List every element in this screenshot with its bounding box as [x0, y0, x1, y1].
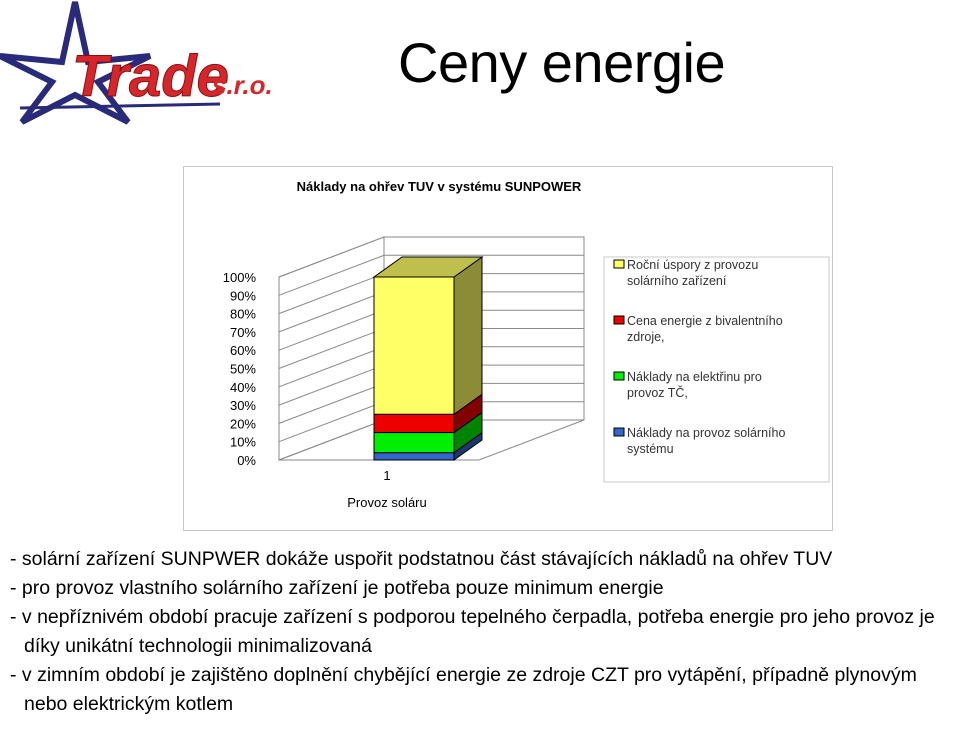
y-tick-label: 30% [229, 398, 256, 414]
legend-swatch [614, 260, 624, 268]
legend-label: solárního zařízení [627, 274, 727, 288]
legend-swatch [614, 316, 624, 324]
logo-suffix: s.r.o. [212, 70, 273, 100]
legend-swatch [614, 372, 624, 380]
legend-label: Cena energie z bivalentního [627, 314, 783, 328]
legend-swatch [614, 428, 624, 436]
y-tick-label: 90% [229, 288, 256, 304]
company-logo [0, 0, 290, 125]
bar-front [374, 453, 454, 460]
bullet-item: - solární zařízení SUNPWER dokáže uspořit podstatnou část stávajících nákladů na ohřev TUV [10, 548, 833, 570]
legend-label: zdroje, [627, 330, 665, 344]
bar-segment [374, 257, 482, 414]
y-tick-label: 40% [229, 379, 256, 395]
bar-front [374, 433, 454, 453]
y-tick-label: 100% [222, 270, 256, 285]
y-tick-label: 60% [229, 343, 256, 359]
bar-front [374, 277, 454, 414]
legend-label: systému [627, 442, 674, 456]
bullet-item: - v zimním období je zajištěno doplnění chybějící energie ze zdroje CZT pro vytápění, případně plynovým nebo elektrickým kotlem [10, 664, 917, 715]
y-tick-label: 70% [229, 324, 256, 340]
bullet-item: - v nepříznivém období pracuje zařízení s podporou tepelného čerpadla, potřeba energie pro jeho provoz je díky unikátní technologii minimalizovaná [10, 606, 935, 657]
stacked-bar-chart [184, 167, 834, 532]
bullet-list [10, 545, 950, 719]
x-axis-label: Provoz soláru [347, 495, 427, 510]
y-tick-label: 50% [229, 361, 256, 377]
bar-side [454, 257, 482, 414]
page-title: Ceny energie [398, 31, 726, 94]
y-tick-label: 10% [229, 434, 256, 450]
legend-label: provoz TČ, [627, 386, 688, 400]
logo-text: Trade [72, 44, 229, 109]
legend-label: Náklady na elektřinu pro [627, 370, 762, 384]
chart-container [183, 166, 833, 531]
chart-title: Náklady na ohřev TUV v systému SUNPOWER [296, 179, 582, 194]
x-category-label: 1 [383, 468, 391, 483]
bar-front [374, 414, 454, 432]
y-tick-label: 20% [229, 416, 256, 432]
bullet-item: - pro provoz vlastního solárního zařízení je potřeba pouze minimum energie [10, 577, 664, 599]
chart-legend [604, 257, 829, 482]
y-tick-label: 80% [229, 306, 256, 322]
y-tick-label: 0% [237, 453, 256, 468]
legend-label: Roční úspory z provozu [627, 258, 759, 272]
legend-label: Náklady na provoz solárního [627, 426, 786, 440]
